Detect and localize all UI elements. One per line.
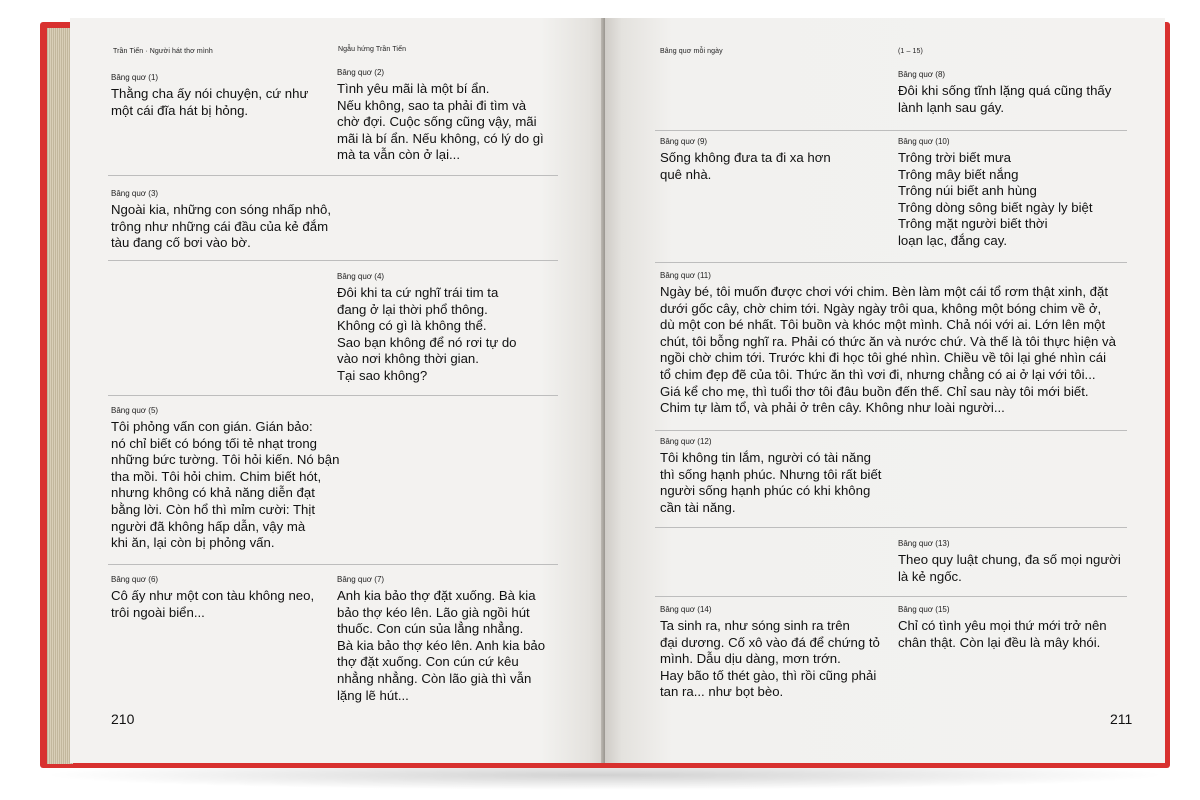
entry-text: Thằng cha ấy nói chuyện, cứ như một cái đĩa hát bị hỏng. (111, 86, 309, 118)
running-header-title: Ngẫu hứng Trần Tiến (338, 46, 407, 53)
entry-text: Theo quy luật chung, đa số mọi người là kẻ ngốc. (898, 552, 1121, 584)
entry-text: Tôi không tin lắm, người có tài năng thì sống hạnh phúc. Nhưng tôi rất biết người sống hạnh phúc có khi không cần tài năng. (660, 450, 882, 515)
divider (655, 130, 1127, 131)
entry-label: Bâng quơ (6) (111, 575, 159, 584)
entry-3 (111, 189, 331, 252)
page-number: 210 (111, 711, 135, 727)
entry-text: Chỉ có tình yêu mọi thứ mới trở nên chân thật. Còn lại đều là mây khói. (898, 618, 1107, 650)
entry-11 (660, 271, 1116, 417)
entry-2 (337, 68, 544, 164)
entry-text: Ngoài kia, những con sóng nhấp nhô, trông như những cái đầu của kẻ đắm tàu đang cố bơi vào bờ. (111, 202, 331, 251)
entry-label: Bâng quơ (11) (660, 271, 711, 280)
entry-9 (660, 137, 831, 183)
entry-text: Tình yêu mãi là một bí ẩn. Nếu không, sao ta phải đi tìm và chờ đợi. Cuộc sống cũng vậy, mãi mãi là bí ẩn. Nếu không, có lý do gì mà ta vẫn còn ở lại... (337, 81, 544, 163)
entry-label: Bâng quơ (13) (898, 539, 950, 548)
entry-label: Bâng quơ (8) (898, 70, 946, 79)
divider (655, 430, 1127, 431)
entry-text: Đôi khi ta cứ nghĩ trái tim ta đang ở lại thời phổ thông. Không có gì là không thể. Sao bạn không để nó rơi tự do vào nơi không thời gian. Tại sao không? (337, 285, 517, 383)
running-header-section: Bâng quơ mỗi ngày (660, 48, 723, 55)
divider (655, 527, 1127, 528)
entry-text: Ngày bé, tôi muốn được chơi với chim. Bèn làm một cái tổ rơm thật xinh, đặt dưới gốc cây, chờ chim tới. Ngày ngày trôi qua, không một bóng chim về ở, dù một con bé nhất. Tôi buồn và khóc một mình. Chả nói với ai. Lớn lên một chút, tôi bỗng nghĩ ra. Phải có thức ăn và nước chứ. Và thế là tôi thực hiện và ngồi chờ chim tới. Trước khi đi học tôi ghé nhìn. Chiều về tôi lại ghé nhìn cái tổ chim đẹp đẽ của tôi. Thức ăn thì vơi đi, nhưng chẳng có ai ở lại với tôi... Giá kể cho mẹ, thì tuổi thơ tôi đâu buồn đến thế. Chỉ sau này tôi mới biết. Chim tự làm tổ, và phải ở trên cây. Không như loài người... (660, 284, 1116, 416)
entry-13 (898, 539, 1121, 585)
divider (108, 175, 558, 176)
entry-label: Bâng quơ (1) (111, 73, 159, 82)
entry-text: Tôi phỏng vấn con gián. Gián bảo: nó chỉ biết có bóng tối tẻ nhạt trong những bức tường. Tôi hỏi kiến. Nó bận tha mồi. Tôi hỏi chim. Chim biết hót, nhưng không có khả năng diễn đạt bằng lời. Còn hổ thì mỉm cười: Thịt người đã không hấp dẫn, vậy mà khi ăn, lại còn bị phỏng vấn. (111, 419, 340, 551)
right-page (605, 18, 1165, 763)
divider (108, 260, 558, 261)
divider (655, 262, 1127, 263)
entry-text: Anh kia bảo thợ đặt xuống. Bà kia bảo thợ kéo lên. Lão già ngồi hút thuốc. Con cún sủa lẳng nhẳng. Bà kia bảo thợ kéo lên. Anh kia bảo thợ đặt xuống. Con cún cứ kêu nhẳng nhẳng. Còn lão già thì vẫn lặng lẽ hút... (337, 588, 546, 703)
entry-1 (111, 73, 308, 119)
entry-text: Trông trời biết mưa Trông mây biết nắng Trông núi biết anh hùng Trông dòng sông biết ngày ly biệt Trông mặt người biết thời loạn lạc, đắng cay. (898, 150, 1093, 248)
left-page (70, 18, 605, 763)
entry-text: Sống không đưa ta đi xa hơn quê nhà. (660, 150, 831, 182)
entry-5 (111, 406, 339, 552)
entry-label: Bâng quơ (3) (111, 189, 159, 198)
running-header-range: (1 – 15) (898, 48, 923, 55)
entry-14 (660, 605, 880, 701)
entry-6 (111, 575, 314, 621)
running-header-author: Trần Tiến · Người hát thơ mình (113, 48, 213, 55)
entry-label: Bâng quơ (15) (898, 605, 950, 614)
divider (108, 564, 558, 565)
entry-10 (898, 137, 1093, 250)
entry-label: Bâng quơ (14) (660, 605, 712, 614)
entry-8 (898, 70, 1111, 116)
divider (655, 596, 1127, 597)
entry-4 (337, 272, 517, 385)
entry-label: Bâng quơ (12) (660, 437, 712, 446)
entry-label: Bâng quơ (7) (337, 575, 385, 584)
page-number: 211 (1110, 711, 1133, 727)
entry-15 (898, 605, 1107, 651)
entry-label: Bâng quơ (9) (660, 137, 708, 146)
entry-text: Ta sinh ra, như sóng sinh ra trên đại dương. Cố xô vào đá để chứng tỏ mình. Dẫu dịu dàng, mơn trớn. Hay bão tố thét gào, thì rồi cũng phải tan ra... như bọt bèo. (660, 618, 880, 700)
entry-label: Bâng quơ (10) (898, 137, 950, 146)
entry-label: Bâng quơ (4) (337, 272, 385, 281)
divider (108, 395, 558, 396)
entry-label: Bâng quơ (5) (111, 406, 159, 415)
entry-7 (337, 575, 545, 704)
entry-text: Đôi khi sống tĩnh lặng quá cũng thấy lành lạnh sau gáy. (898, 83, 1112, 115)
entry-text: Cô ấy như một con tàu không neo, trôi ngoài biển... (111, 588, 315, 620)
entry-12 (660, 437, 881, 516)
entry-label: Bâng quơ (2) (337, 68, 385, 77)
